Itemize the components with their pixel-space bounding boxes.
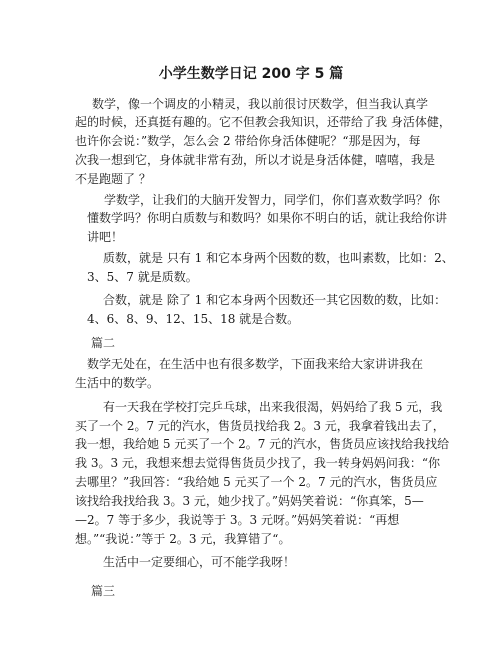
text-line: 该找给我找给我 3。3 元，她少找了。”妈妈笑着说：“你真笨，5—	[75, 494, 424, 508]
text-line: 懂数学吗？你明白质数与和数吗？如果你不明白的话，就让我给你讲	[87, 211, 448, 225]
text-line: 想。”“我说：”等于 2。3 元，我算错了“。	[75, 532, 291, 546]
text-line: 我一想，我给她 5 元买了一个 2。7 元的汽水，售货员应该找给我找给	[75, 437, 450, 451]
section-heading: 篇三	[91, 584, 116, 598]
text-line: 学数学，让我们的大脑开发智力，同学们，你们喜欢数学吗？你	[104, 193, 441, 207]
text-line: 买了一个 2。7 元的汽水，售货员找给我 2。3 元，我拿着钱出去了，	[75, 419, 445, 433]
text-line: 生活中一定要细心，可不能学我呀！	[103, 555, 296, 569]
text-line: 我 3。3 元，我想来想去觉得售货员少找了，我一转身妈妈问我：“你	[75, 456, 441, 470]
section-heading: 篇二	[91, 336, 116, 350]
text-line: 次我一想到它，身体就非常有劲，所以才说是身活体健，嘻嘻，我是	[75, 153, 436, 167]
text-line: 有一天我在学校打完乒乓球，出来我很渴，妈妈给了我 5 元，我	[103, 400, 443, 414]
text-line: 3、5、7 就是质数。	[87, 270, 198, 284]
text-line: 也许你会说：”数学，怎么会 2 带给你身活体健呢？“那是因为，每	[75, 134, 421, 148]
text-line: 去哪里？”我回答：“我给她 5 元买了一个 2。7 元的汽水，售货员应	[75, 475, 438, 489]
text-line: 讲吧！	[87, 230, 124, 244]
text-line: 起的时候，还真挺有趣的。它不但教会我知识，还带给了我 身活体健，	[75, 115, 451, 129]
text-line: 生活中的数学。	[75, 376, 160, 390]
text-line: 质数，就是 只有 1 和它本身两个因数的数，也叫素数，比如：2、	[103, 251, 454, 265]
text-line: 不是跑题了 ？	[75, 172, 151, 186]
document-title: 小学生数学日记 200 字 5 篇	[158, 66, 344, 82]
text-line: 数学无处在，在生活中也有很多数学，下面我来给大家讲讲我在	[87, 357, 424, 371]
text-line: 4、6、8、9、12、15、18 就是合数。	[87, 312, 300, 326]
text-line: 数学，像一个调皮的小精灵，我以前很讨厌数学，但当我认真学	[92, 97, 429, 111]
text-line: 合数，就是 除了 1 和它本身两个因数还一其它因数的数，比如：	[103, 293, 447, 307]
text-line: —2。7 等于多少，我说等于 3。3 元呀。”妈妈笑着说：“再想	[75, 513, 400, 527]
